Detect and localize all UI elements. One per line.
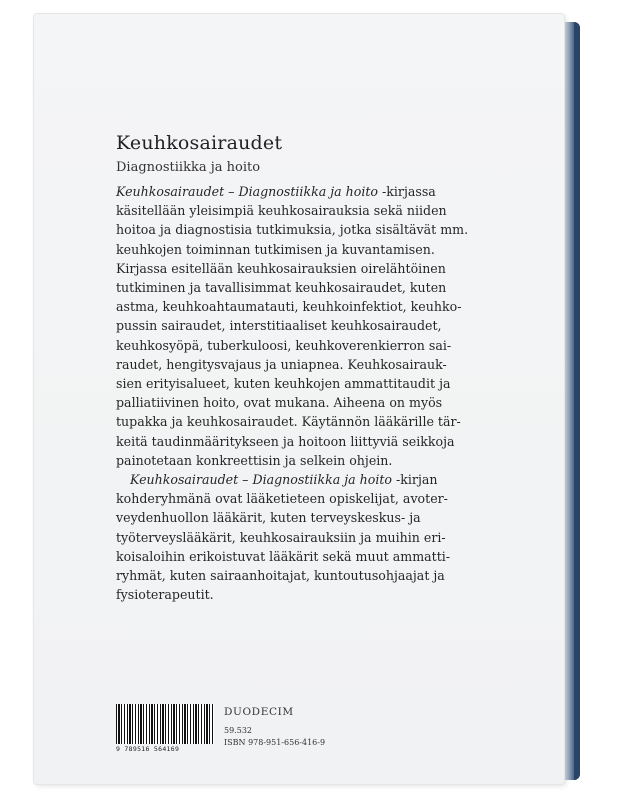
blurb-title-ref: Keuhkosairaudet – Diagnostiikka ja hoito — [130, 472, 392, 488]
blurb-text-2: -kirjan kohderyhmänä ovat lääketieteen opiskelijat, avoter- veydenhuollon lääkärit, kuten terveyskeskus- ja työterveyslääkärit, keuhkosairauksiin ja muihin eri- koisaloihin erikoistuvat lääkärit sekä muut ammatti- ryhmät, kuten sairaanhoitajat, kuntoutusohjaajat ja fysioterapeutit. — [116, 472, 451, 603]
blurb — [116, 182, 496, 604]
book-back-cover — [34, 14, 564, 784]
book-subtitle: Diagnostiikka ja hoito — [116, 160, 261, 175]
publisher-name: DUODECIM — [224, 706, 294, 718]
blurb-text-1: -kirjassa käsitellään yleisimpiä keuhkosairauksia sekä niiden hoitoa ja diagnostisia tutkimuksia, jotka sisältävät mm. keuhkojen toiminnan tutkimisen ja kuvantamisen. Kirjassa esitellään keuhkosairauksien oirelähtöinen tutkiminen ja tavallisimmat keuhkosairaudet, kuten astma, keuhkoahtaumatauti, keuhkoinfektiot, keuhko- pussin sairaudet, interstitiaaliset keuhkosairaudet, keuhkosyöpä, tuberkuloosi, keuhkoverenkierron sai- raudet, hengitysvajaus ja uniapnea. Keuhkosairauk- sien erityisalueet, kuten keuhkojen ammattitaudit ja palliatiivinen hoito, ovat mukana. Aiheena on myös tupakka ja keuhkosairaudet. Käytännön lääkärille tär- keitä taudinmääritykseen ja hoitoon liittyviä seikkoja painotetaan konkreettisin ja selkein ohjein. — [116, 184, 469, 468]
blurb-paragraph-2 — [116, 470, 496, 604]
barcode-number: 9 789516 564169 — [116, 745, 180, 753]
isbn: ISBN 978-951-656-416-9 — [224, 738, 326, 747]
barcode — [116, 704, 214, 744]
book-title: Keuhkosairaudet — [116, 132, 283, 154]
blurb-paragraph-1 — [116, 182, 496, 470]
classification-code: 59.532 — [224, 726, 252, 735]
blurb-title-ref: Keuhkosairaudet – Diagnostiikka ja hoito — [116, 184, 378, 199]
